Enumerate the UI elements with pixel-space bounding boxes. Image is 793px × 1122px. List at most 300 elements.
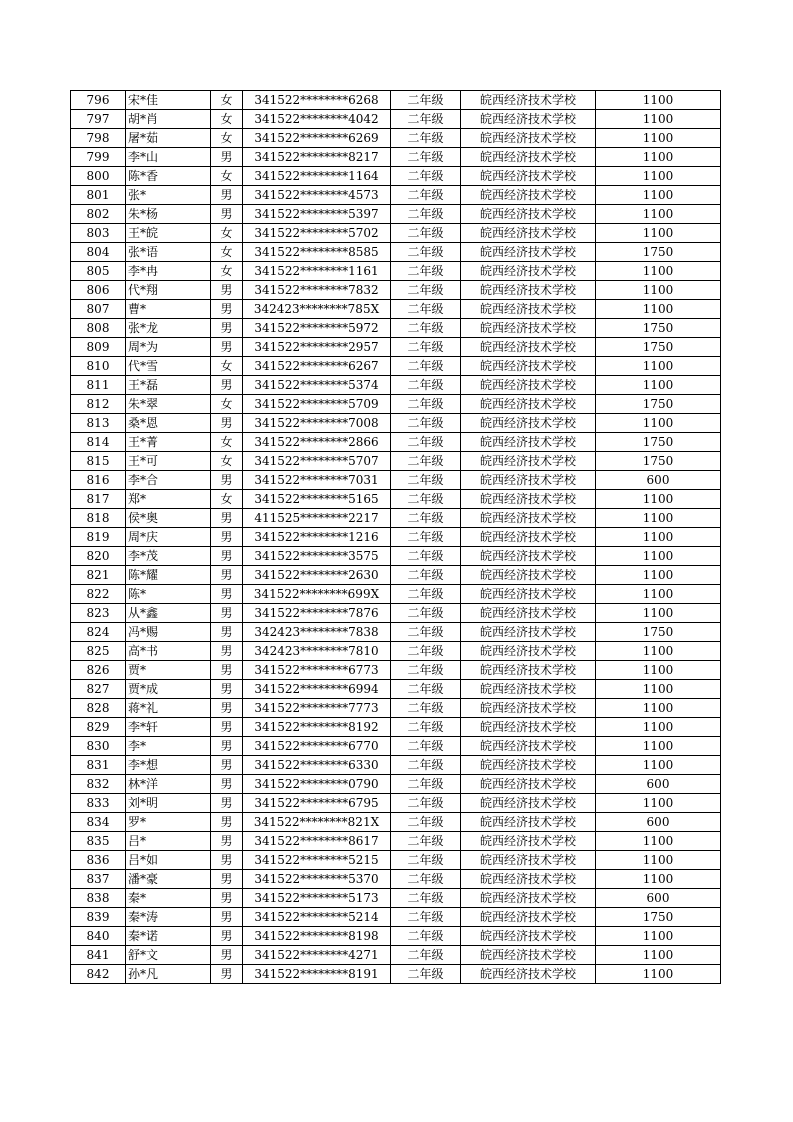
school-cell: 皖西经济技术学校 [461, 509, 596, 528]
name-cell: 林*洋 [126, 775, 211, 794]
id-number-cell: 341522********4271 [243, 946, 391, 965]
id-number-cell: 341522********8217 [243, 148, 391, 167]
row-number-cell: 839 [71, 908, 126, 927]
table-row [71, 965, 721, 984]
table-row [71, 167, 721, 186]
gender-cell: 男 [211, 319, 243, 338]
school-cell: 皖西经济技术学校 [461, 300, 596, 319]
school-cell: 皖西经济技术学校 [461, 376, 596, 395]
grade-cell: 二年级 [391, 642, 461, 661]
name-cell: 郑* [126, 490, 211, 509]
grade-cell: 二年级 [391, 300, 461, 319]
school-cell: 皖西经济技术学校 [461, 167, 596, 186]
id-number-cell: 341522********1164 [243, 167, 391, 186]
id-number-cell: 341522********4042 [243, 110, 391, 129]
name-cell: 张*语 [126, 243, 211, 262]
table-row [71, 737, 721, 756]
table-row [71, 794, 721, 813]
amount-cell: 1100 [596, 129, 721, 148]
table-row [71, 623, 721, 642]
gender-cell: 女 [211, 167, 243, 186]
school-cell: 皖西经济技术学校 [461, 243, 596, 262]
gender-cell: 男 [211, 148, 243, 167]
row-number-cell: 809 [71, 338, 126, 357]
id-number-cell: 341522********8192 [243, 718, 391, 737]
grade-cell: 二年级 [391, 775, 461, 794]
amount-cell: 1750 [596, 395, 721, 414]
gender-cell: 男 [211, 471, 243, 490]
gender-cell: 男 [211, 965, 243, 984]
row-number-cell: 808 [71, 319, 126, 338]
id-number-cell: 341522********5972 [243, 319, 391, 338]
gender-cell: 男 [211, 813, 243, 832]
row-number-cell: 824 [71, 623, 126, 642]
id-number-cell: 341522********2957 [243, 338, 391, 357]
gender-cell: 男 [211, 186, 243, 205]
amount-cell: 1750 [596, 243, 721, 262]
school-cell: 皖西经济技术学校 [461, 148, 596, 167]
gender-cell: 男 [211, 528, 243, 547]
school-cell: 皖西经济技术学校 [461, 851, 596, 870]
id-number-cell: 341522********5702 [243, 224, 391, 243]
row-number-cell: 820 [71, 547, 126, 566]
school-cell: 皖西经济技术学校 [461, 490, 596, 509]
row-number-cell: 800 [71, 167, 126, 186]
amount-cell: 1100 [596, 946, 721, 965]
amount-cell: 1100 [596, 224, 721, 243]
amount-cell: 1100 [596, 642, 721, 661]
school-cell: 皖西经济技术学校 [461, 528, 596, 547]
grade-cell: 二年级 [391, 91, 461, 110]
school-cell: 皖西经济技术学校 [461, 433, 596, 452]
row-number-cell: 826 [71, 661, 126, 680]
table-row [71, 851, 721, 870]
amount-cell: 1100 [596, 281, 721, 300]
school-cell: 皖西经济技术学校 [461, 737, 596, 756]
id-number-cell: 341522********6268 [243, 91, 391, 110]
gender-cell: 男 [211, 205, 243, 224]
table-row [71, 775, 721, 794]
name-cell: 王*菁 [126, 433, 211, 452]
amount-cell: 1100 [596, 186, 721, 205]
gender-cell: 男 [211, 737, 243, 756]
table-row [71, 889, 721, 908]
amount-cell: 1100 [596, 262, 721, 281]
amount-cell: 600 [596, 813, 721, 832]
school-cell: 皖西经济技术学校 [461, 566, 596, 585]
school-cell: 皖西经济技术学校 [461, 699, 596, 718]
grade-cell: 二年级 [391, 680, 461, 699]
row-number-cell: 828 [71, 699, 126, 718]
row-number-cell: 837 [71, 870, 126, 889]
grade-cell: 二年级 [391, 623, 461, 642]
amount-cell: 1100 [596, 870, 721, 889]
table-row [71, 357, 721, 376]
grade-cell: 二年级 [391, 699, 461, 718]
gender-cell: 男 [211, 927, 243, 946]
table-row [71, 205, 721, 224]
table-row [71, 490, 721, 509]
amount-cell: 1100 [596, 718, 721, 737]
id-number-cell: 341522********6269 [243, 129, 391, 148]
row-number-cell: 811 [71, 376, 126, 395]
row-number-cell: 819 [71, 528, 126, 547]
name-cell: 李*冉 [126, 262, 211, 281]
name-cell: 李*想 [126, 756, 211, 775]
row-number-cell: 812 [71, 395, 126, 414]
row-number-cell: 830 [71, 737, 126, 756]
table-row [71, 243, 721, 262]
school-cell: 皖西经济技术学校 [461, 813, 596, 832]
id-number-cell: 341522********5397 [243, 205, 391, 224]
gender-cell: 男 [211, 547, 243, 566]
id-number-cell: 341522********5215 [243, 851, 391, 870]
table-row [71, 319, 721, 338]
name-cell: 屠*茹 [126, 129, 211, 148]
gender-cell: 女 [211, 490, 243, 509]
grade-cell: 二年级 [391, 186, 461, 205]
table-row [71, 110, 721, 129]
grade-cell: 二年级 [391, 243, 461, 262]
row-number-cell: 817 [71, 490, 126, 509]
name-cell: 从*鑫 [126, 604, 211, 623]
name-cell: 李*茂 [126, 547, 211, 566]
name-cell: 秦* [126, 889, 211, 908]
grade-cell: 二年级 [391, 262, 461, 281]
amount-cell: 1100 [596, 832, 721, 851]
gender-cell: 男 [211, 661, 243, 680]
school-cell: 皖西经济技术学校 [461, 129, 596, 148]
name-cell: 朱*翠 [126, 395, 211, 414]
row-number-cell: 813 [71, 414, 126, 433]
row-number-cell: 832 [71, 775, 126, 794]
name-cell: 朱*杨 [126, 205, 211, 224]
row-number-cell: 804 [71, 243, 126, 262]
table-row [71, 395, 721, 414]
id-number-cell: 341522********2630 [243, 566, 391, 585]
table-row [71, 91, 721, 110]
table-row [71, 661, 721, 680]
table-row [71, 262, 721, 281]
gender-cell: 女 [211, 224, 243, 243]
gender-cell: 女 [211, 433, 243, 452]
gender-cell: 男 [211, 699, 243, 718]
id-number-cell: 342423********7810 [243, 642, 391, 661]
amount-cell: 1100 [596, 414, 721, 433]
school-cell: 皖西经济技术学校 [461, 414, 596, 433]
id-number-cell: 341522********2866 [243, 433, 391, 452]
gender-cell: 男 [211, 566, 243, 585]
name-cell: 孙*凡 [126, 965, 211, 984]
name-cell: 高*书 [126, 642, 211, 661]
id-number-cell: 341522********6795 [243, 794, 391, 813]
table-row [71, 699, 721, 718]
id-number-cell: 341522********8191 [243, 965, 391, 984]
gender-cell: 男 [211, 604, 243, 623]
school-cell: 皖西经济技术学校 [461, 547, 596, 566]
table-row [71, 946, 721, 965]
school-cell: 皖西经济技术学校 [461, 585, 596, 604]
id-number-cell: 341522********699X [243, 585, 391, 604]
gender-cell: 男 [211, 300, 243, 319]
gender-cell: 男 [211, 642, 243, 661]
amount-cell: 1100 [596, 167, 721, 186]
row-number-cell: 797 [71, 110, 126, 129]
amount-cell: 600 [596, 775, 721, 794]
row-number-cell: 829 [71, 718, 126, 737]
school-cell: 皖西经济技术学校 [461, 927, 596, 946]
name-cell: 蒋*礼 [126, 699, 211, 718]
table-row [71, 813, 721, 832]
school-cell: 皖西经济技术学校 [461, 623, 596, 642]
name-cell: 宋*佳 [126, 91, 211, 110]
gender-cell: 男 [211, 794, 243, 813]
row-number-cell: 838 [71, 889, 126, 908]
gender-cell: 女 [211, 452, 243, 471]
grade-cell: 二年级 [391, 547, 461, 566]
table-row [71, 566, 721, 585]
name-cell: 代*翔 [126, 281, 211, 300]
school-cell: 皖西经济技术学校 [461, 718, 596, 737]
row-number-cell: 822 [71, 585, 126, 604]
grade-cell: 二年级 [391, 528, 461, 547]
name-cell: 吕*如 [126, 851, 211, 870]
id-number-cell: 341522********7773 [243, 699, 391, 718]
name-cell: 胡*肖 [126, 110, 211, 129]
id-number-cell: 341522********0790 [243, 775, 391, 794]
school-cell: 皖西经济技术学校 [461, 794, 596, 813]
row-number-cell: 835 [71, 832, 126, 851]
gender-cell: 男 [211, 889, 243, 908]
name-cell: 王*可 [126, 452, 211, 471]
school-cell: 皖西经济技术学校 [461, 965, 596, 984]
grade-cell: 二年级 [391, 110, 461, 129]
amount-cell: 1100 [596, 91, 721, 110]
id-number-cell: 341522********6994 [243, 680, 391, 699]
gender-cell: 男 [211, 832, 243, 851]
grade-cell: 二年级 [391, 129, 461, 148]
row-number-cell: 816 [71, 471, 126, 490]
row-number-cell: 834 [71, 813, 126, 832]
amount-cell: 1100 [596, 357, 721, 376]
row-number-cell: 810 [71, 357, 126, 376]
id-number-cell: 341522********6770 [243, 737, 391, 756]
row-number-cell: 801 [71, 186, 126, 205]
id-number-cell: 341522********821X [243, 813, 391, 832]
school-cell: 皖西经济技术学校 [461, 224, 596, 243]
amount-cell: 600 [596, 471, 721, 490]
row-number-cell: 831 [71, 756, 126, 775]
amount-cell: 1100 [596, 699, 721, 718]
gender-cell: 女 [211, 243, 243, 262]
gender-cell: 男 [211, 376, 243, 395]
name-cell: 李*合 [126, 471, 211, 490]
row-number-cell: 818 [71, 509, 126, 528]
table-row [71, 509, 721, 528]
gender-cell: 男 [211, 870, 243, 889]
school-cell: 皖西经济技术学校 [461, 756, 596, 775]
name-cell: 李*轩 [126, 718, 211, 737]
id-number-cell: 342423********7838 [243, 623, 391, 642]
amount-cell: 1100 [596, 376, 721, 395]
row-number-cell: 815 [71, 452, 126, 471]
table-row [71, 604, 721, 623]
table-row [71, 471, 721, 490]
amount-cell: 1750 [596, 908, 721, 927]
name-cell: 罗* [126, 813, 211, 832]
table-row [71, 186, 721, 205]
gender-cell: 女 [211, 129, 243, 148]
grade-cell: 二年级 [391, 946, 461, 965]
id-number-cell: 341522********4573 [243, 186, 391, 205]
table-row [71, 870, 721, 889]
id-number-cell: 341522********5370 [243, 870, 391, 889]
amount-cell: 1100 [596, 604, 721, 623]
grade-cell: 二年级 [391, 927, 461, 946]
amount-cell: 1750 [596, 452, 721, 471]
school-cell: 皖西经济技术学校 [461, 908, 596, 927]
table-row [71, 585, 721, 604]
gender-cell: 男 [211, 281, 243, 300]
row-number-cell: 805 [71, 262, 126, 281]
grade-cell: 二年级 [391, 319, 461, 338]
amount-cell: 1100 [596, 509, 721, 528]
table-row [71, 452, 721, 471]
gender-cell: 男 [211, 851, 243, 870]
row-number-cell: 806 [71, 281, 126, 300]
grade-cell: 二年级 [391, 813, 461, 832]
id-number-cell: 341522********6330 [243, 756, 391, 775]
id-number-cell: 342423********785X [243, 300, 391, 319]
grade-cell: 二年级 [391, 794, 461, 813]
grade-cell: 二年级 [391, 471, 461, 490]
table-row [71, 547, 721, 566]
grade-cell: 二年级 [391, 338, 461, 357]
grade-cell: 二年级 [391, 566, 461, 585]
name-cell: 曹* [126, 300, 211, 319]
row-number-cell: 827 [71, 680, 126, 699]
school-cell: 皖西经济技术学校 [461, 642, 596, 661]
row-number-cell: 796 [71, 91, 126, 110]
gender-cell: 女 [211, 110, 243, 129]
row-number-cell: 802 [71, 205, 126, 224]
id-number-cell: 341522********7008 [243, 414, 391, 433]
grade-cell: 二年级 [391, 376, 461, 395]
name-cell: 代*雪 [126, 357, 211, 376]
school-cell: 皖西经济技术学校 [461, 262, 596, 281]
school-cell: 皖西经济技术学校 [461, 471, 596, 490]
grade-cell: 二年级 [391, 832, 461, 851]
grade-cell: 二年级 [391, 452, 461, 471]
school-cell: 皖西经济技术学校 [461, 395, 596, 414]
amount-cell: 600 [596, 889, 721, 908]
grade-cell: 二年级 [391, 205, 461, 224]
grade-cell: 二年级 [391, 148, 461, 167]
table-row [71, 224, 721, 243]
school-cell: 皖西经济技术学校 [461, 832, 596, 851]
school-cell: 皖西经济技术学校 [461, 775, 596, 794]
grade-cell: 二年级 [391, 604, 461, 623]
name-cell: 王*皖 [126, 224, 211, 243]
gender-cell: 男 [211, 585, 243, 604]
amount-cell: 1100 [596, 794, 721, 813]
gender-cell: 男 [211, 680, 243, 699]
gender-cell: 男 [211, 414, 243, 433]
amount-cell: 1100 [596, 148, 721, 167]
amount-cell: 1100 [596, 205, 721, 224]
row-number-cell: 825 [71, 642, 126, 661]
table-row [71, 756, 721, 775]
row-number-cell: 833 [71, 794, 126, 813]
name-cell: 秦*诺 [126, 927, 211, 946]
gender-cell: 男 [211, 623, 243, 642]
row-number-cell: 840 [71, 927, 126, 946]
id-number-cell: 341522********5214 [243, 908, 391, 927]
amount-cell: 1100 [596, 851, 721, 870]
table-row [71, 281, 721, 300]
table-row [71, 718, 721, 737]
name-cell: 秦*涛 [126, 908, 211, 927]
gender-cell: 男 [211, 509, 243, 528]
grade-cell: 二年级 [391, 395, 461, 414]
school-cell: 皖西经济技术学校 [461, 946, 596, 965]
school-cell: 皖西经济技术学校 [461, 357, 596, 376]
id-number-cell: 341522********8585 [243, 243, 391, 262]
amount-cell: 1100 [596, 661, 721, 680]
grade-cell: 二年级 [391, 737, 461, 756]
name-cell: 陈*香 [126, 167, 211, 186]
grade-cell: 二年级 [391, 965, 461, 984]
student-roster-table [70, 90, 721, 984]
grade-cell: 二年级 [391, 908, 461, 927]
amount-cell: 1750 [596, 319, 721, 338]
grade-cell: 二年级 [391, 661, 461, 680]
table-row [71, 528, 721, 547]
school-cell: 皖西经济技术学校 [461, 604, 596, 623]
amount-cell: 1750 [596, 338, 721, 357]
table-row [71, 376, 721, 395]
name-cell: 李*山 [126, 148, 211, 167]
id-number-cell: 341522********1161 [243, 262, 391, 281]
table-row [71, 642, 721, 661]
table-row [71, 680, 721, 699]
gender-cell: 女 [211, 395, 243, 414]
name-cell: 李* [126, 737, 211, 756]
grade-cell: 二年级 [391, 509, 461, 528]
table-row [71, 338, 721, 357]
id-number-cell: 411525********2217 [243, 509, 391, 528]
name-cell: 陈* [126, 585, 211, 604]
school-cell: 皖西经济技术学校 [461, 452, 596, 471]
amount-cell: 1100 [596, 528, 721, 547]
student-table-body [71, 91, 721, 984]
id-number-cell: 341522********3575 [243, 547, 391, 566]
row-number-cell: 814 [71, 433, 126, 452]
gender-cell: 女 [211, 262, 243, 281]
table-row [71, 433, 721, 452]
id-number-cell: 341522********7832 [243, 281, 391, 300]
table-row [71, 148, 721, 167]
school-cell: 皖西经济技术学校 [461, 889, 596, 908]
school-cell: 皖西经济技术学校 [461, 661, 596, 680]
id-number-cell: 341522********1216 [243, 528, 391, 547]
name-cell: 周*为 [126, 338, 211, 357]
grade-cell: 二年级 [391, 224, 461, 243]
table-sheet [70, 90, 721, 984]
name-cell: 冯*赐 [126, 623, 211, 642]
amount-cell: 1100 [596, 756, 721, 775]
school-cell: 皖西经济技术学校 [461, 338, 596, 357]
